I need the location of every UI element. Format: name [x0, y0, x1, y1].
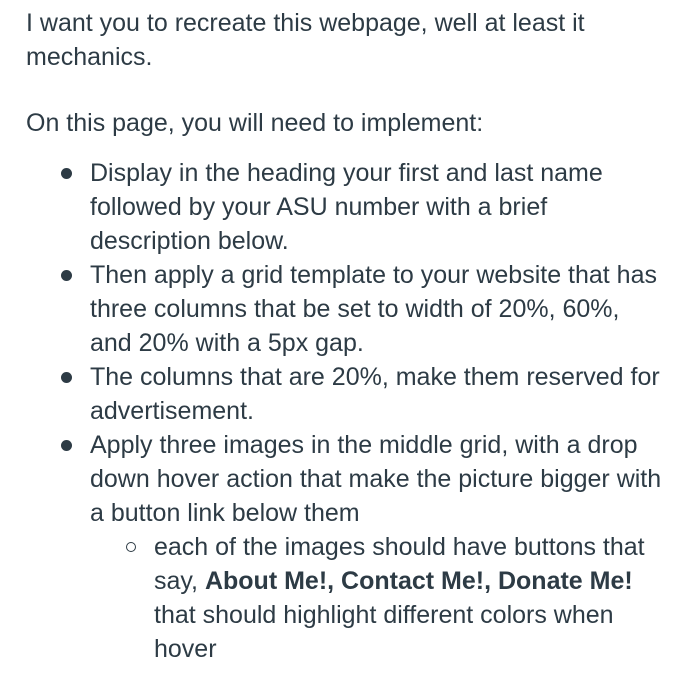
bullet-icon	[61, 270, 72, 281]
requirement-text: Apply three images in the middle grid, with a drop down hover action that make the picture bigger with a button link below them	[90, 431, 662, 527]
intro-paragraph: I want you to recreate this webpage, well at least it mechanics.	[26, 9, 585, 71]
circle-bullet-icon	[126, 542, 136, 552]
list-item	[90, 156, 666, 258]
sub-item-prefix: each of the images should have buttons that say,	[154, 533, 645, 595]
button-names-bold: About Me!, Contact Me!, Donate Me!	[204, 567, 633, 595]
assignment-document	[26, 6, 666, 666]
requirements-list	[26, 156, 666, 666]
requirement-text: Display in the heading your first and last name followed by your ASU number with a brief description below.	[90, 159, 603, 255]
bullet-icon	[61, 168, 72, 179]
bullet-icon	[61, 440, 72, 451]
sub-list-item	[154, 530, 666, 666]
list-item	[90, 360, 666, 428]
bullet-icon	[61, 372, 72, 383]
sub-item-suffix: that should highlight different colors when hover	[154, 601, 614, 663]
list-item	[90, 428, 666, 666]
lead-paragraph: On this page, you will need to implement:	[26, 109, 484, 137]
requirement-text: The columns that are 20%, make them reserved for advertisement.	[90, 363, 660, 425]
requirement-text: Then apply a grid template to your website that has three columns that be set to width of 20%, 60%, and 20% with a 5px gap.	[90, 261, 657, 357]
list-item	[90, 258, 666, 360]
sub-list	[90, 530, 666, 666]
